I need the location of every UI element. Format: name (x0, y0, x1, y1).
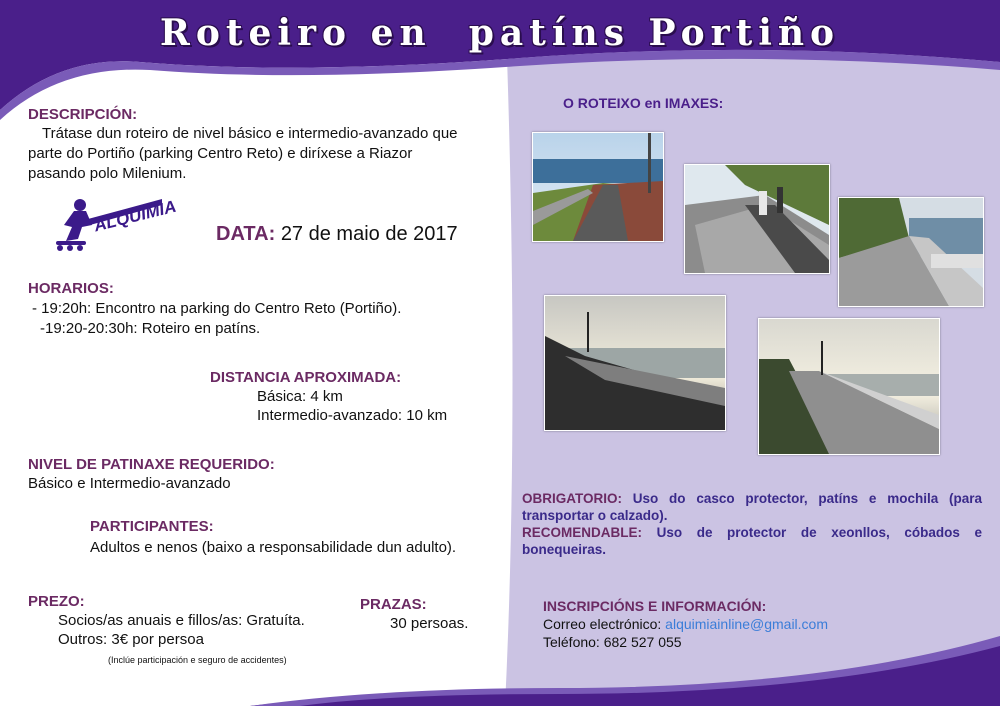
description-line-2: parte do Portiño (parking Centro Reto) e diríxese a Riazor (28, 145, 413, 162)
date-row (216, 223, 458, 246)
date-value: 27 de maio de 2017 (280, 223, 458, 245)
mandatory-text-1: Uso do casco protector, patíns e mochila (para (632, 491, 982, 506)
registration-heading: INSCRIPCIÓNS E INFORMACIÓN: (543, 598, 767, 614)
price-heading: PREZO: (28, 593, 85, 610)
photo-sunset-1 (544, 295, 726, 431)
phone-row (543, 634, 682, 650)
description-heading: DESCRIPCIÓN: (28, 106, 138, 123)
mandatory-row (522, 491, 982, 506)
email-label: Correo electrónico: (543, 616, 662, 632)
phone-label: Teléfono: (543, 634, 600, 650)
participants-value: Adultos e nenos (baixo a responsabilidade dun adulto). (90, 539, 457, 556)
page-title: Roteiro en patíns Portiño (159, 12, 841, 54)
description-line-3: pasando polo Milenium. (28, 165, 187, 182)
photo-sunset-2 (758, 318, 940, 455)
places-heading: PRAZAS: (360, 596, 427, 613)
distance-intermediate: Intermedio-avanzado: 10 km (257, 407, 448, 424)
photo-promenade-3 (838, 197, 984, 307)
schedule-item-1: - 19:20h: Encontro na parking do Centro Reto (Portiño). (32, 300, 402, 317)
mandatory-text-2: transportar o calzado). (522, 508, 668, 523)
places-value: 30 persoas. (390, 615, 469, 632)
recommended-text-2: bonequeiras. (522, 542, 607, 557)
phone-value: 682 527 055 (603, 634, 682, 650)
photo-promenade-1 (532, 132, 664, 242)
level-value: Básico e Intermedio-avanzado (28, 475, 231, 492)
logo-text: ALQUIMIA (92, 196, 179, 236)
description-line-1: Trátase dun roteiro de nivel básico e intermedio-avanzado que (42, 125, 458, 142)
price-line-1: Socios/as anuais e fillos/as: Gratuíta. (58, 612, 305, 629)
distance-basic: Básica: 4 km (257, 388, 343, 405)
distance-heading: DISTANCIA APROXIMADA: (210, 369, 402, 386)
participants-heading: PARTICIPANTES: (90, 518, 214, 535)
email-row (543, 616, 828, 632)
recommended-label: RECOMENDABLE: (522, 525, 642, 540)
recommended-text-1: Uso de protector de xeonllos, cóbados e (656, 525, 982, 540)
recommended-row (522, 525, 982, 540)
alquimia-logo (52, 195, 179, 255)
photo-promenade-2 (684, 164, 830, 274)
date-label: DATA: (216, 223, 276, 245)
images-heading: O ROTEIXO en IMAXES: (563, 95, 724, 111)
schedule-heading: HORARIOS: (28, 280, 114, 297)
price-line-2: Outros: 3€ por persoa (58, 631, 204, 648)
level-heading: NIVEL DE PATINAXE REQUERIDO: (28, 456, 275, 473)
email-link[interactable]: alquimiainline@gmail.com (665, 616, 829, 632)
price-note: (Inclúe participación e seguro de accidentes) (108, 655, 287, 665)
schedule-item-2: -19:20-20:30h: Roteiro en patíns. (40, 320, 261, 337)
mandatory-label: OBRIGATORIO: (522, 491, 622, 506)
